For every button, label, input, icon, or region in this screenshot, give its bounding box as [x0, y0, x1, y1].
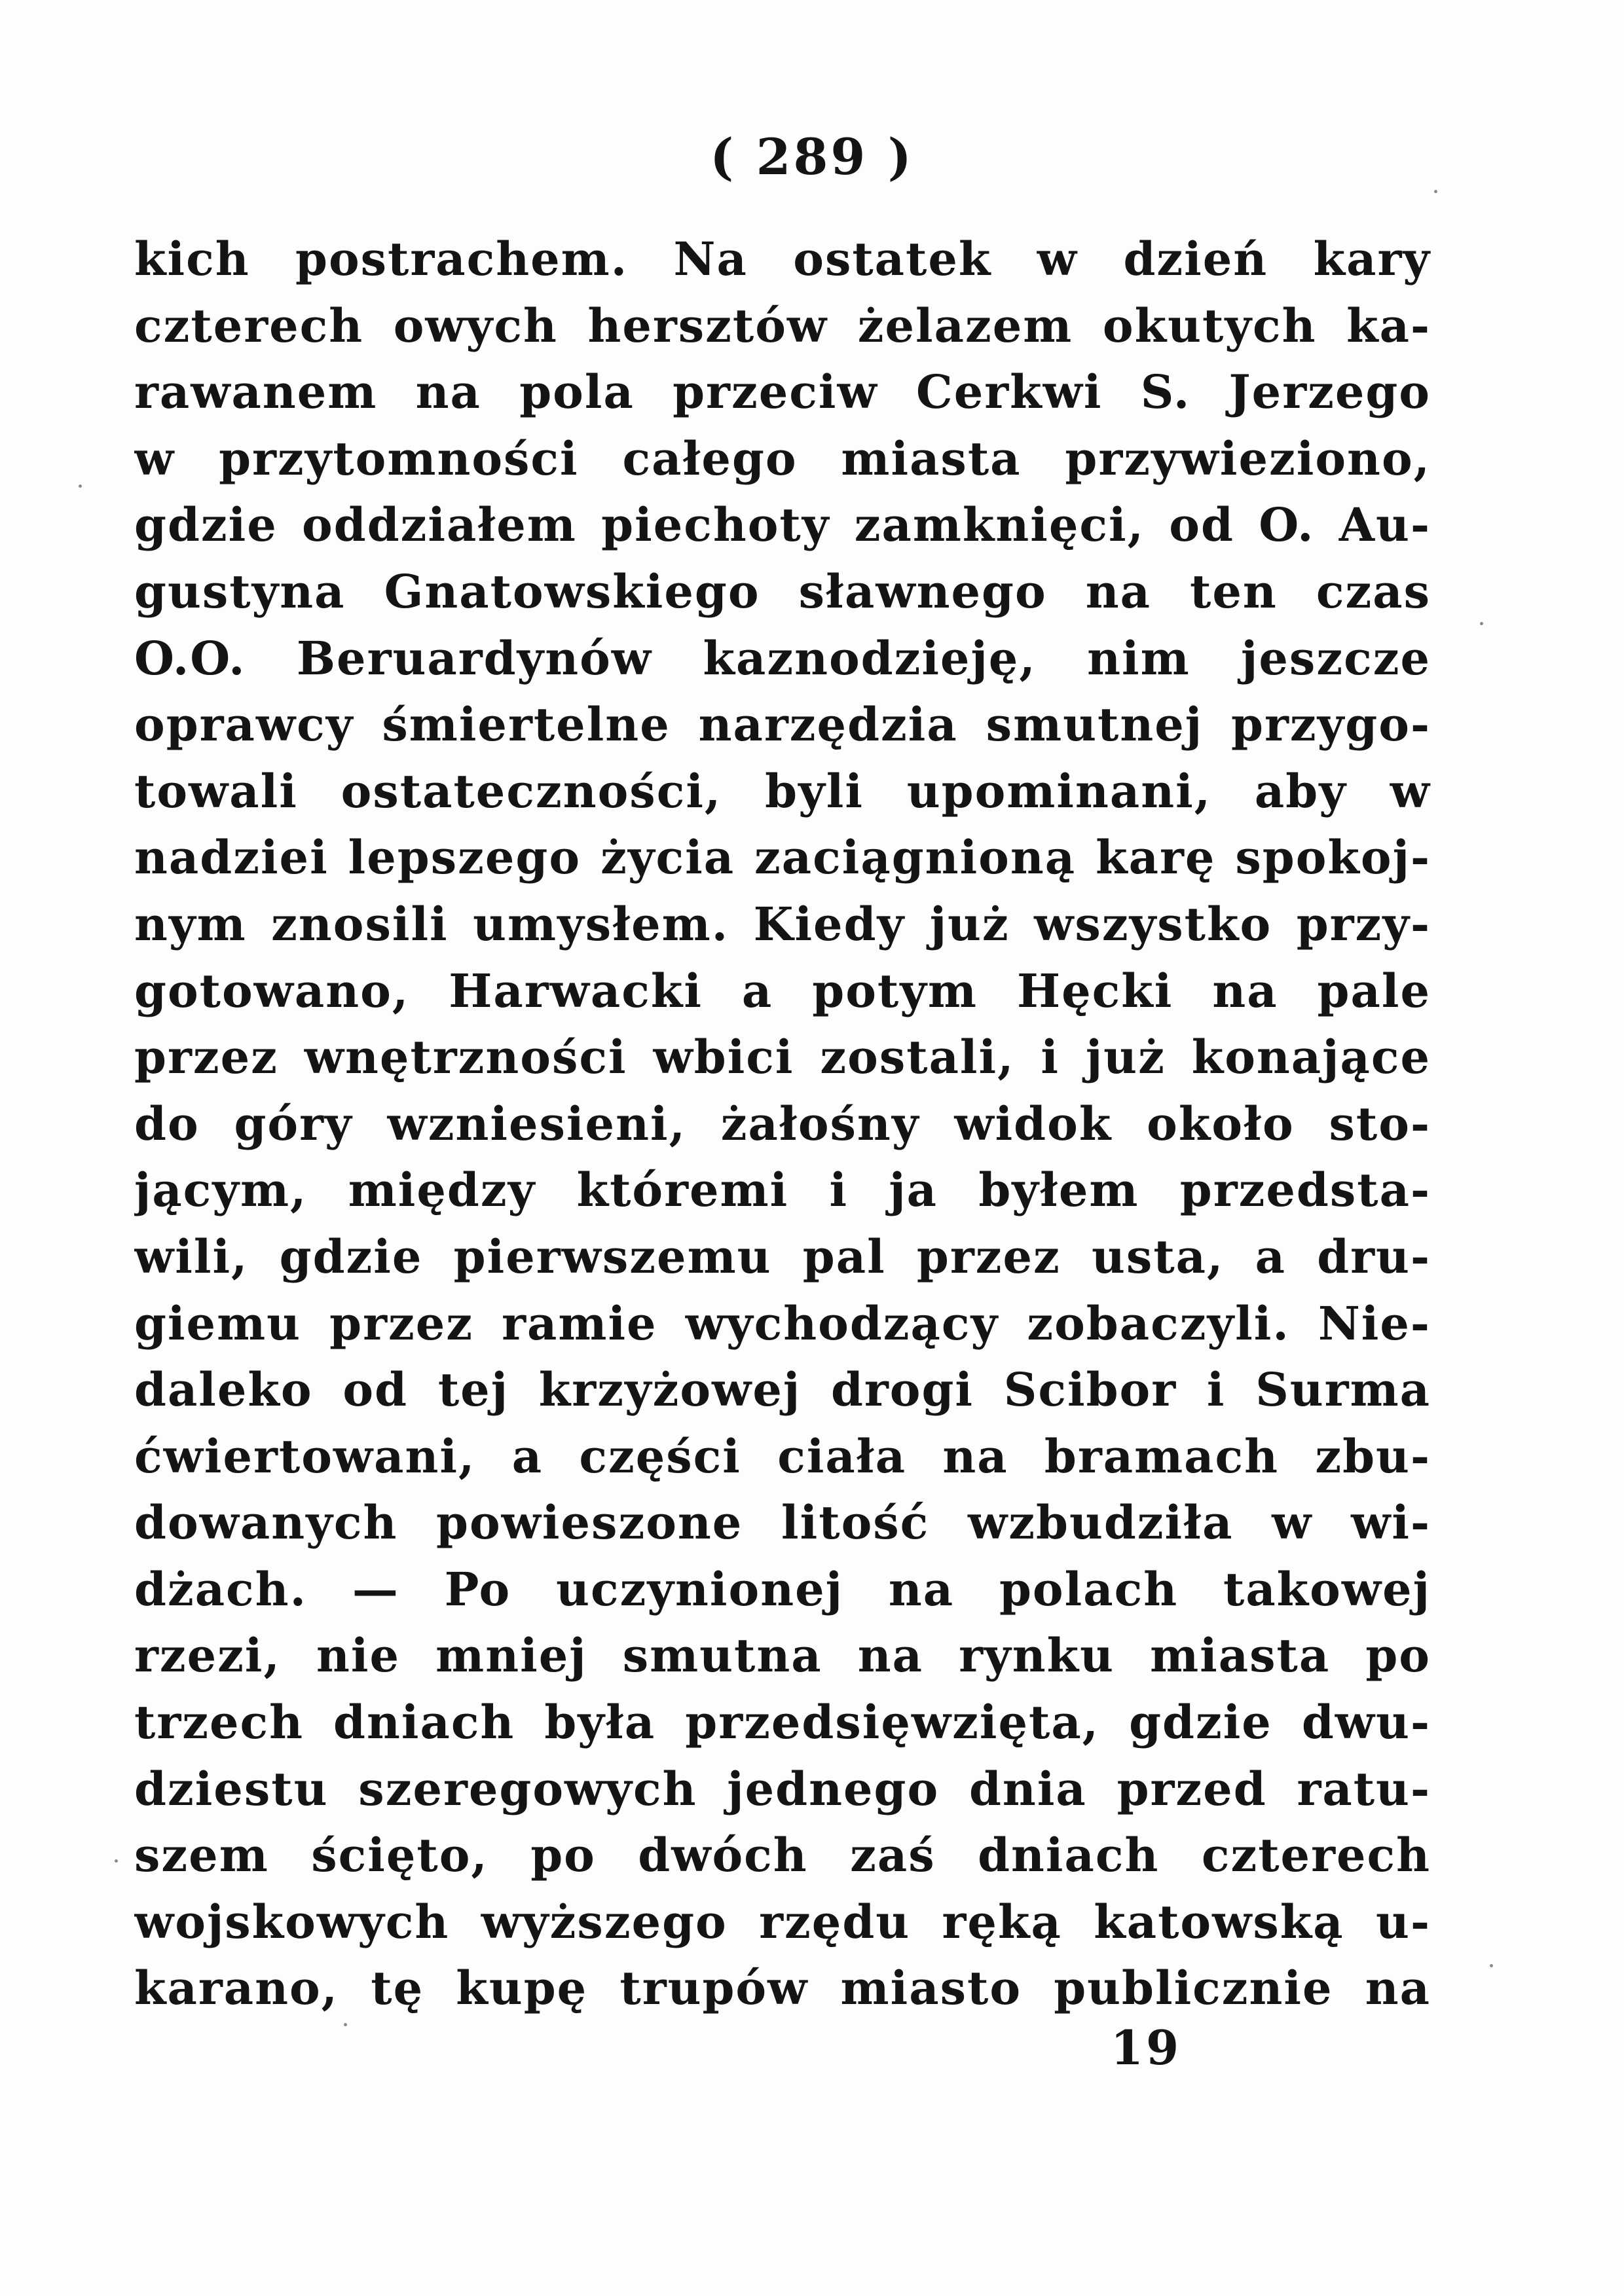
text-line: nym znosili umysłem. Kiedy już wszystko przy- [134, 896, 1431, 951]
text-line: czterech owych hersztów żelazem okutych ka- [134, 298, 1431, 353]
text-line: dziestu szeregowych jednego dnia przed ratu- [134, 1761, 1431, 1816]
text-line: gdzie oddziałem piechoty zamknięci, od O. Au- [134, 498, 1431, 553]
text-line: dżach. — Po uczynionej na polach takowej [134, 1561, 1431, 1616]
text-line: trzech dniach była przedsięwzięta, gdzie dwu- [134, 1695, 1431, 1750]
text-line: do góry wzniesieni, żałośny widok około sto- [134, 1096, 1431, 1151]
text-line: gustyna Gnatowskiego sławnego na ten czas [134, 564, 1431, 619]
text-line: daleko od tej krzyżowej drogi Scibor i Surma [134, 1362, 1431, 1417]
text-line: rawanem na pola przeciw Cerkwi S. Jerzego [134, 365, 1431, 420]
text-line: gotowano, Harwacki a potym Hęcki na pale [134, 963, 1431, 1018]
paper-speck [79, 484, 82, 488]
text-line: kich postrachem. Na ostatek w dzień kary [134, 232, 1431, 286]
page-number-header: ( 289 ) [710, 128, 914, 186]
text-line: towali ostateczności, byli upominani, aby w [134, 763, 1431, 818]
paper-speck [115, 1859, 118, 1863]
text-line: wili, gdzie pierwszemu pal przez usta, a dru- [134, 1229, 1431, 1284]
text-line: jącym, między któremi i ja byłem przedsta- [134, 1163, 1431, 1218]
text-line: giemu przez ramie wychodzący zobaczyli. Nie- [134, 1296, 1431, 1351]
text-line: dowanych powieszone litość wzbudziła w wi- [134, 1495, 1431, 1550]
body-text [134, 226, 1431, 2022]
text-line: przez wnętrzności wbici zostali, i już konające [134, 1030, 1431, 1085]
paper-speck [344, 2023, 347, 2026]
text-line: O.O. Beruardynów kaznodzieję, nim jeszcze [134, 630, 1431, 685]
text-line: w przytomności całego miasta przywieziono, [134, 431, 1431, 486]
paper-speck [1490, 1964, 1493, 1967]
signature-mark: 19 [1110, 2020, 1182, 2075]
paper-speck [1434, 190, 1437, 193]
text-line: wojskowych wyższego rzędu ręką katowską u- [134, 1894, 1431, 1949]
text-line: karano, tę kupę trupów miasto publicznie na [134, 1961, 1431, 2016]
text-line: ćwiertowani, a części ciała na bramach zbu- [134, 1429, 1431, 1484]
text-line: szem ścięto, po dwóch zaś dniach czterech [134, 1828, 1431, 1883]
text-line: nadziei lepszego życia zaciągnioną karę spokoj- [134, 830, 1431, 885]
paper-speck [1480, 622, 1483, 625]
text-line: rzezi, nie mniej smutna na rynku miasta po [134, 1628, 1431, 1683]
text-line: oprawcy śmiertelne narzędzia smutnej przygo- [134, 697, 1431, 752]
